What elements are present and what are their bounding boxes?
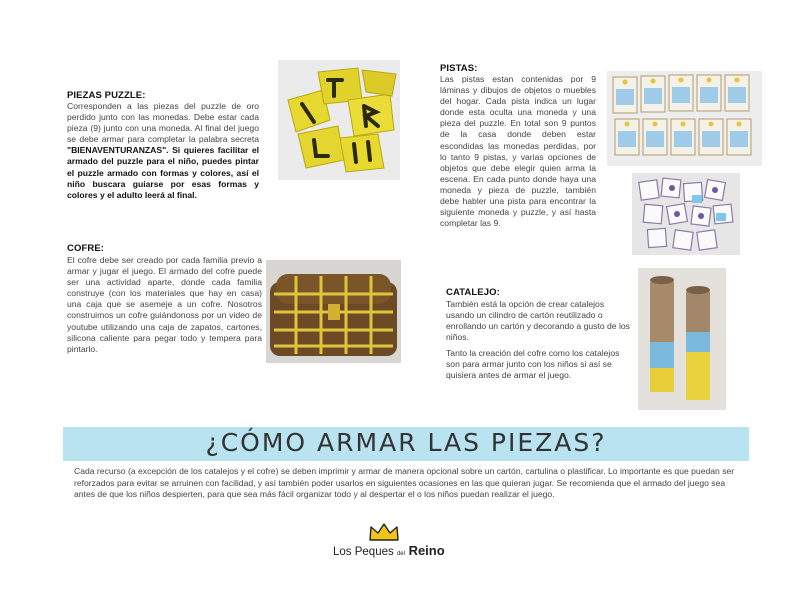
puzzle-photo: [278, 60, 400, 180]
catalejo-text-1: También está la opción de crear catalejos usando un cilindro de cartón reutilizado o enrollando un cartón y decorando a gusto de los niños.: [446, 299, 630, 343]
cofre-photo: [266, 260, 401, 363]
logo-text: [333, 543, 445, 558]
pistas-text: Las pistas estan contenidas por 9 láminas y dibujos de objetos o muebles del hogar. Cada pista indica un lugar donde esta oculta una moneda y una pieza del puzzle. En total son 9 puntos de la casa donde deben estar escondidas las monedas perdidas, por lo tanto 9 pistas, y varias opciones de objetos que debe elegir quien arma la escena. En cada punto donde haya una moneda y pieza de puzzle, también debe habler una pista para encontrar la siguiente moneda y puzzle, y así hasta completar las 9.: [440, 74, 596, 229]
catalejo-heading: CATALEJO:: [446, 287, 500, 298]
crown-icon: [367, 522, 401, 542]
logo-text-reino: Reino: [404, 543, 445, 558]
catalejo-text-2: Tanto la creación del cofre como los catalejos son para armar junto con los niños si así se quisiera antes de armar el juego.: [446, 348, 620, 381]
instructions-text: Cada recurso (a excepción de los catalejos y el cofre) se deben imprimir y armar de manera opcional sobre un cartón, cartulina o plastificar. Lo importante es que puedan ser reforzados para evitar se arruinen con facilidad, y así también poder usarlos en siguientes ocasiones en las que quieran jugar. Se recomienda que el armado del juego sea antes de que los niños despierten, para que sea más fácil organizar todo y al despertar el o los niños puedan realizar el juego.: [74, 466, 735, 500]
banner-title: ¿CÓMO ARMAR LAS PIEZAS?: [205, 428, 607, 457]
cofre-heading: COFRE:: [67, 243, 105, 254]
logo-text-peques: Los Peques: [333, 546, 397, 558]
puzzle-tip: Si quieres facilitar el armado del puzzle para el niño, puedes pintar el puzzle armado con formas y colores, así el niño buscara guiarse por esas formas y colores y el adulto leerá al final.: [67, 145, 259, 200]
pistas-cards-photo: [607, 71, 762, 166]
logo-text-del: del: [396, 551, 405, 557]
pistas-heading: PISTAS:: [440, 63, 478, 74]
puzzle-text: [67, 101, 259, 201]
puzzle-secret-word: "BIENAVENTURANZAS".: [67, 145, 169, 156]
logo: [333, 522, 443, 562]
banner: [63, 427, 749, 461]
catalejo-photo: [638, 268, 726, 410]
cofre-text: El cofre debe ser creado por cada familia previo a armar y jugar el juego. El armado del cofre puede ser una actividad aparte, donde cada familia construye (con los materiales que hay en casa) una caja que se asemeje a un cofre. Nosotros construimos un cofre guiándonoss por un video de youtube utilizando una caja de zapatos, cartones, silicona caliente para pegar todo y tempera para pintarlo.: [67, 255, 262, 354]
puzzle-text-part1: Corresponden a las piezas del puzzle de oro perdido junto con las monedas. Debe estar cada pieza (9) junto con una moneda. Al final del juego se debe armar para completar la palabra secreta: [67, 101, 259, 145]
pistas-drawings-photo: [632, 173, 740, 255]
puzzle-heading: PIEZAS PUZZLE:: [67, 90, 146, 101]
